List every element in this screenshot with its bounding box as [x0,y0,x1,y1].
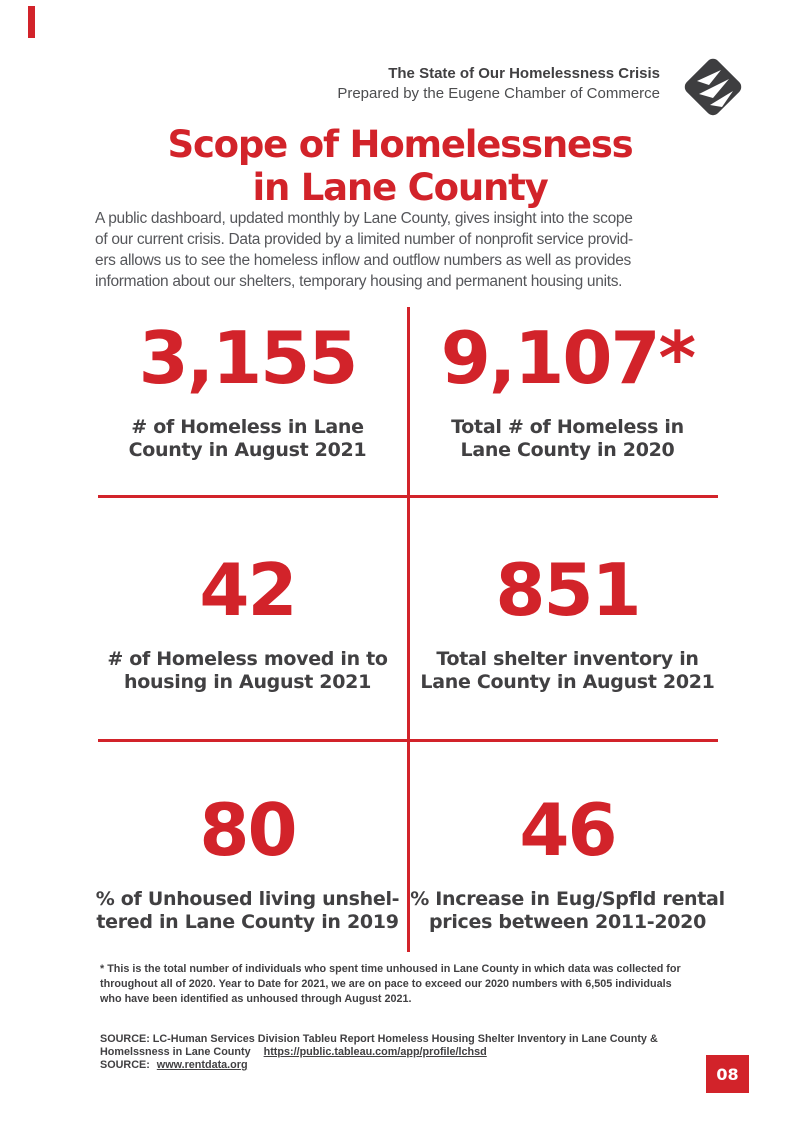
divider-vertical [407,307,410,952]
footnote-line: who have been identified as unhoused through August 2021. [100,993,412,1005]
footnote-line: throughout all of 2020. Year to Date for 2021, we are on pace to exceed our 2020 numbers with 6,505 individuals [100,978,672,990]
source-line-1: SOURCE: LC-Human Services Division Tableu Report Homeless Housing Shelter Inventory in Lane County & [100,1033,658,1045]
stat-label-line: Total # of Homeless in [451,416,684,438]
stat-label-line: % Increase in Eug/Spfld rental [410,888,725,910]
source-line-3-label: SOURCE: [100,1059,150,1071]
stat-label [90,416,405,462]
header-subtitle: Prepared by the Eugene Chamber of Commerce [337,84,660,102]
page-title-line-2: in Lane County [252,165,548,209]
stat-value: 46 [519,788,616,872]
stat-label [410,648,725,694]
stat-label-line: # of Homeless in Lane [131,416,364,438]
divider-horizontal-1 [98,495,718,498]
accent-tab [28,6,35,38]
page-title-line-1: Scope of Homelessness [167,123,633,166]
stat-homeless-august-2021 [90,316,405,462]
stat-value: 80 [199,788,296,872]
eugene-chamber-logo-icon [676,50,750,124]
stat-unsheltered-percent [90,788,405,934]
stat-shelter-inventory [410,548,725,694]
stat-rental-price-increase [410,788,725,934]
stat-label [90,648,405,694]
intro-line: information about our shelters, temporary housing and permanent housing units. [95,273,623,290]
intro-line: ers allows us to see the homeless inflow and outflow numbers as well as provides [95,252,631,269]
stat-label-line: prices between 2011-2020 [428,910,707,933]
intro-paragraph [95,208,720,292]
stat-label [90,888,405,934]
stat-label-line: Lane County in 2020 [460,438,675,461]
footnote-line: * This is the total number of individuals who spent time unhoused in Lane County in which data was collected for [100,963,681,975]
page-number-badge [706,1055,749,1093]
intro-line: A public dashboard, updated monthly by Lane County, gives insight into the scope [95,210,633,227]
source-line-2 [100,1046,720,1059]
divider-horizontal-2 [98,739,718,742]
source-line-3 [100,1059,720,1072]
stat-label [410,416,725,462]
stat-label-line: % of Unhoused living unshel- [95,888,400,910]
intro-line: of our current crisis. Data provided by a limited number of nonprofit service provid- [95,231,633,248]
stat-value: 9,107* [440,316,695,400]
source-block [100,1033,720,1072]
page-title [0,124,800,210]
report-header [337,64,660,103]
rentdata-link[interactable]: www.rentdata.org [156,1059,248,1071]
stat-label-line: tered in Lane County in 2019 [96,910,399,933]
stat-label-line: Lane County in August 2021 [420,670,715,693]
page-number: 08 [716,1064,739,1084]
stat-label-line: # of Homeless moved in to [107,648,388,670]
stat-total-homeless-2020 [410,316,725,462]
stat-label [410,888,725,934]
stat-value: 42 [199,548,296,632]
tableau-link[interactable]: https://public.tableau.com/app/profile/lchsd [263,1046,487,1058]
stat-moved-to-housing [90,548,405,694]
footnote [100,962,720,1007]
stat-value: 3,155 [138,316,357,400]
source-line-2-text: Homelssness in Lane County [100,1046,251,1058]
stat-value: 851 [495,548,640,632]
stat-label-line: Total shelter inventory in [436,648,699,670]
header-title: The State of Our Homelessness Crisis [388,65,660,82]
stat-label-line: County in August 2021 [128,438,367,461]
stat-label-line: housing in August 2021 [124,670,371,693]
